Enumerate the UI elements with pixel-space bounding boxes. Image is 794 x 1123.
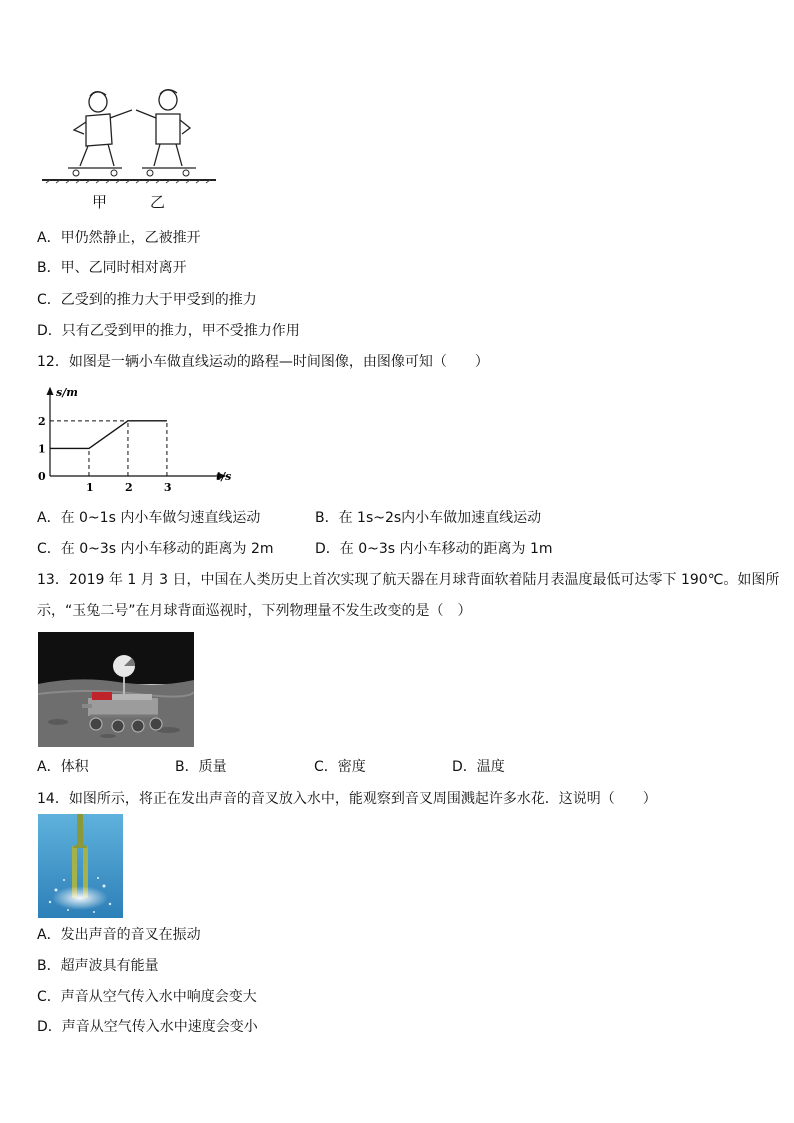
y-tick-label: 1 xyxy=(38,442,46,456)
q13-option-c: C．密度 xyxy=(314,759,366,775)
q14-option-a: A．发出声音的音叉在振动 xyxy=(37,927,201,943)
y-tick-label: 2 xyxy=(38,414,46,428)
q12-option-d: D．在 0~3s 内小车移动的距离为 1m xyxy=(315,541,553,557)
skater-label-jia: 甲 xyxy=(92,193,108,211)
y-axis-label: s/m xyxy=(56,386,78,399)
x-tick-label: 1 xyxy=(85,481,94,494)
q13-stem-line1: 13．2019 年 1 月 3 日，中国在人类历史上首次实现了航天器在月球背面软着陆月表温度最低可达零下 190℃。如图所 xyxy=(37,572,780,588)
skaters-figure xyxy=(40,86,220,186)
series-line xyxy=(50,421,167,449)
x-tick-label: 3 xyxy=(163,481,172,494)
skater-label-yi: 乙 xyxy=(150,193,166,211)
q14-stem: 14．如图所示，将正在发出声音的音叉放入水中，能观察到音叉周围溅起许多水花．这说明（ ） xyxy=(37,791,657,807)
q11-option-d: D．只有乙受到甲的推力，甲不受推力作用 xyxy=(37,323,300,339)
q13-option-a: A．体积 xyxy=(37,759,89,775)
origin-label: 0 xyxy=(38,470,46,483)
q14-option-c: C．声音从空气传入水中响度会变大 xyxy=(37,989,257,1005)
st-graph xyxy=(30,378,240,498)
q12-stem: 12．如图是一辆小车做直线运动的路程—时间图像，由图像可知（ ） xyxy=(37,354,489,370)
x-tick-label: 2 xyxy=(124,481,133,494)
q14-option-d: D．声音从空气传入水中速度会变小 xyxy=(37,1019,258,1035)
q13-stem-line2: 示，“玉兔二号”在月球背面巡视时，下列物理量不发生改变的是（ ） xyxy=(37,603,472,619)
q11-option-a: A．甲仍然静止，乙被推开 xyxy=(37,230,201,246)
skaters-drawing xyxy=(40,86,220,186)
q11-option-b: B．甲、乙同时相对离开 xyxy=(37,260,187,276)
x-axis-label: t/s xyxy=(216,470,232,483)
q12-option-a: A．在 0~1s 内小车做匀速直线运动 xyxy=(37,510,261,526)
lunar-rover-photo xyxy=(38,632,194,747)
q12-option-c: C．在 0~3s 内小车移动的距离为 2m xyxy=(37,541,274,557)
q13-option-d: D．温度 xyxy=(452,759,505,775)
q12-option-b: B．在 1s~2s内小车做加速直线运动 xyxy=(315,510,542,526)
tuning-fork-water-photo xyxy=(38,814,123,918)
q12-chart xyxy=(30,378,240,498)
q11-option-c: C．乙受到的推力大于甲受到的推力 xyxy=(37,292,257,308)
q14-option-b: B．超声波具有能量 xyxy=(37,958,159,974)
q13-option-b: B．质量 xyxy=(175,759,227,775)
